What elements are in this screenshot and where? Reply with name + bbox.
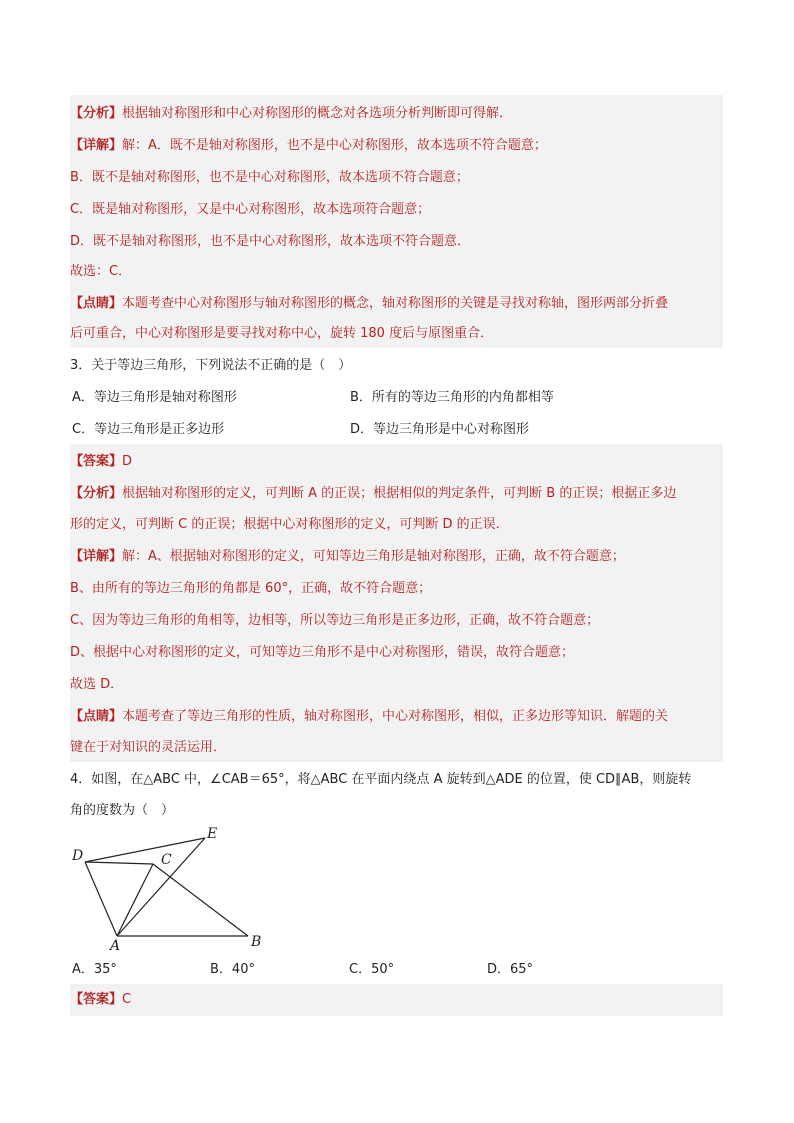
detail-tag: 【详解】 <box>70 138 123 153</box>
q4-stem-line-1: 4．如图，在△ABC 中，∠CAB＝65°，将△ABC 在平面内绕点 A 旋转到△ADE 的位置，使 CD∥AB，则旋转 <box>70 772 692 787</box>
comment-tag: 【点睛】 <box>70 709 123 724</box>
label-d: D <box>72 848 84 864</box>
segment-ac <box>117 864 153 936</box>
q3-detail-line-1 <box>70 547 723 567</box>
detail-text: 解：A、根据轴对称图形的定义，可知等边三角形是轴对称图形，正确，故不符合题意； <box>122 549 625 564</box>
label-b: B <box>251 934 262 950</box>
answer-value: D <box>122 454 133 469</box>
label-e: E <box>207 826 218 842</box>
detail-tag: 【详解】 <box>70 549 123 564</box>
answer-tag: 【答案】 <box>70 454 123 469</box>
comment-text: 本题考查了等边三角形的性质，轴对称图形，中心对称图形，相似，正多边形等知识．解题的关 <box>122 709 669 724</box>
answer-tag: 【答案】 <box>70 992 123 1007</box>
q3-answer-line <box>70 452 723 472</box>
segment-ad <box>85 862 117 936</box>
comment-text: 本题考查中心对称图形与轴对称图形的概念，轴对称图形的关键是寻找对称轴，图形两部分折叠 <box>122 296 669 311</box>
analysis-text: 根据轴对称图形的定义，可判断 A 的正误；根据相似的判定条件，可判断 B 的正误；根据正多边 <box>122 486 677 501</box>
label-c: C <box>161 852 172 868</box>
q2-detail-line-1 <box>70 136 723 156</box>
analysis-tag: 【分析】 <box>70 486 123 501</box>
q3-detail-line-2: B、由所有的等边三角形的角都是 60°，正确，故不符合题意； <box>70 581 432 596</box>
q2-comment-line-2: 后可重合，中心对称图形是要寻找对称中心，旋转 180 度后与原图重合． <box>70 326 494 341</box>
q4-option-d: D．65° <box>487 962 534 977</box>
q3-comment-line-2: 键在于对知识的灵活运用． <box>70 740 227 755</box>
q4-option-a: A．35° <box>72 962 117 977</box>
q3-analysis-line-2: 形的定义，可判断 C 的正误；根据中心对称图形的定义，可判断 D 的正误． <box>70 517 509 532</box>
q4-stem-line-2: 角的度数为（ ） <box>70 803 175 818</box>
q2-detail-line-2: B．既不是轴对称图形，也不是中心对称图形，故本选项不符合题意； <box>70 170 469 185</box>
comment-tag: 【点睛】 <box>70 296 123 311</box>
rotation-figure <box>60 822 280 954</box>
q3-option-c: C．等边三角形是正多边形 <box>72 422 225 437</box>
segment-cd <box>85 862 153 864</box>
answer-value: C <box>122 992 132 1007</box>
q3-option-a: A．等边三角形是轴对称图形 <box>72 390 237 405</box>
q2-analysis-line <box>70 104 723 124</box>
q3-detail-line-3: C、因为等边三角形的角相等，边相等，所以等边三角形是正多边形，正确，故不符合题意； <box>70 613 600 628</box>
q3-choice: 故选 D． <box>70 677 124 692</box>
q4-option-b: B．40° <box>210 962 255 977</box>
q2-comment-line-1 <box>70 294 723 314</box>
analysis-text: 根据轴对称图形和中心对称图形的概念对各选项分析判断即可得解． <box>122 106 513 121</box>
segment-bc <box>153 864 248 936</box>
analysis-tag: 【分析】 <box>70 106 123 121</box>
q3-comment-line-1 <box>70 707 723 727</box>
q2-detail-line-3: C．既是轴对称图形，又是中心对称图形，故本选项符合题意； <box>70 202 431 217</box>
q3-detail-line-4: D、根据中心对称图形的定义，可知等边三角形不是中心对称图形，错误，故符合题意； <box>70 645 575 660</box>
label-a: A <box>110 938 121 954</box>
detail-text: 解：A．既不是轴对称图形，也不是中心对称图形，故本选项不符合题意； <box>122 138 547 153</box>
q3-stem: 3．关于等边三角形，下列说法不正确的是（ ） <box>70 358 352 373</box>
q2-detail-line-4: D．既不是轴对称图形，也不是中心对称图形，故本选项不符合题意． <box>70 234 471 249</box>
q4-option-c: C．50° <box>349 962 395 977</box>
q3-option-b: B．所有的等边三角形的内角都相等 <box>350 390 554 405</box>
q2-choice: 故选：C． <box>70 264 132 279</box>
q3-analysis-line-1 <box>70 484 723 504</box>
q4-answer-line <box>70 990 723 1010</box>
q3-option-d: D．等边三角形是中心对称图形 <box>350 422 530 437</box>
